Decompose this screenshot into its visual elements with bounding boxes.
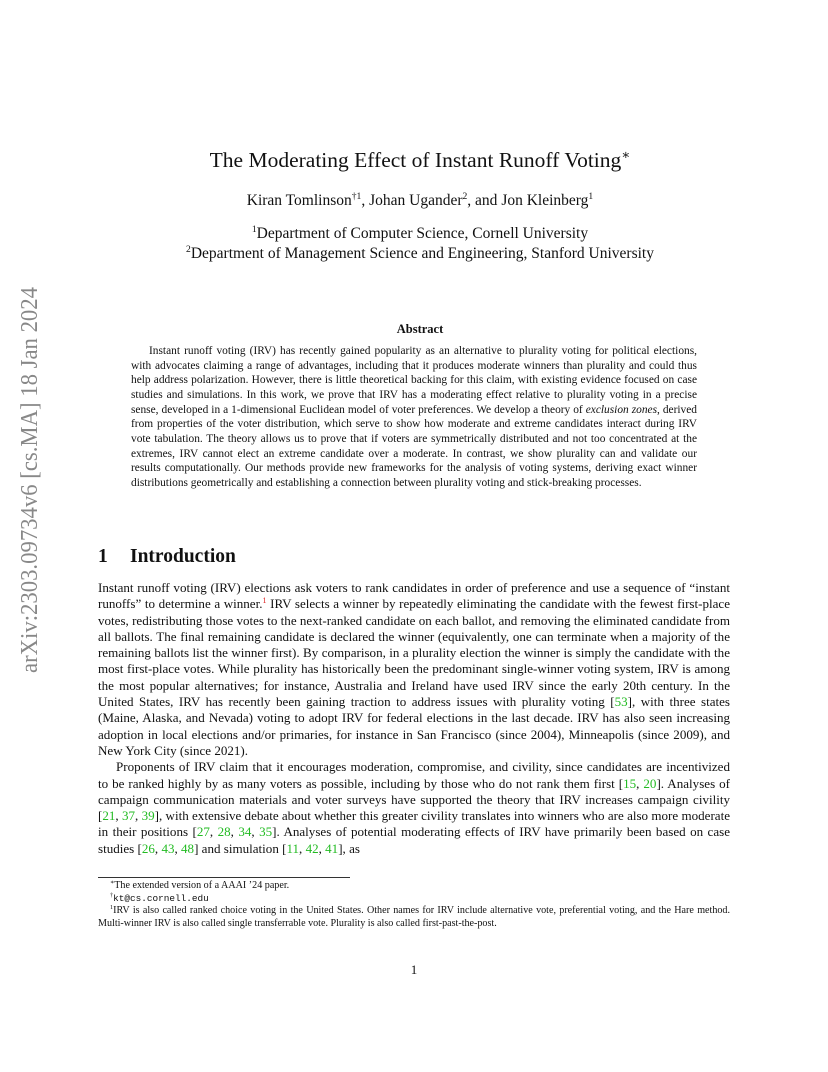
citation-link[interactable]: 15 bbox=[623, 775, 637, 791]
email-link[interactable]: kt@cs.cornell.edu bbox=[113, 892, 209, 904]
citation-link[interactable]: 53 bbox=[614, 694, 628, 710]
paragraph-text: ], with three states (Maine, Alaska, and Nevada) voting to adopt IRV for federal elections in the last decade. IRV has also seen increasing adoption in local elections and/or primaries, for instance in San Francisco (since 2004), Minneapolis (since 2009), and New York City (since 2021). bbox=[98, 694, 731, 758]
abstract-emphasis: exclusion zones bbox=[585, 403, 658, 416]
abstract-text: Instant runoff voting (IRV) has recently gained popularity as an alternative to plurality voting for political elections, with advocates claiming a range of advantages, including that it produces moderate winners than plurality and could thus help address polarization. However, there is little theoretical backing for this claim, with existing evidence focused on case studies and simulations. In this work, we prove that IRV has a moderating effect relative to plurality voting in a precise sense, developed in a 1-dimensional Euclidean model of voter preferences. We develop a theory of bbox=[131, 345, 697, 416]
affiliation-line bbox=[100, 224, 740, 244]
affiliations bbox=[100, 224, 740, 264]
author-list bbox=[120, 190, 720, 212]
author-name: Johan Ugander bbox=[369, 192, 463, 209]
citation-link[interactable]: 37 bbox=[121, 808, 136, 824]
citation-link[interactable]: 34 bbox=[238, 824, 252, 840]
citation-link[interactable]: 11 bbox=[286, 840, 300, 856]
abstract-body bbox=[131, 344, 697, 491]
body-paragraph bbox=[98, 580, 730, 759]
author-separator: , and bbox=[467, 192, 502, 209]
footnote-text: The extended version of a AAAI ’24 paper. bbox=[114, 880, 290, 891]
citation-link[interactable]: 21 bbox=[102, 808, 116, 824]
paragraph-text: ], as bbox=[338, 840, 360, 856]
section-heading bbox=[98, 545, 236, 569]
citation-link[interactable]: 41 bbox=[325, 840, 339, 856]
author-name: Kiran Tomlinson bbox=[246, 192, 352, 209]
citation-link[interactable]: 39 bbox=[141, 808, 155, 824]
author-affiliation-mark: †1 bbox=[351, 191, 362, 203]
footnote-text: IRV is also called ranked choice voting in the United States. Other names for IRV include alternative vote, preferential voting, and the Hare method. Multi-winner IRV is also called single transferrable vote. Plurality is also called first-past-the-post. bbox=[98, 905, 730, 929]
citation-link[interactable]: 42 bbox=[305, 840, 319, 856]
paragraph-text: Instant runoff voting (IRV) elections ask voters to rank candidates in order of preference and use a sequence of “instant runoffs” to determine a winner. bbox=[98, 580, 730, 612]
footnote-mark: † bbox=[110, 891, 114, 899]
footnote bbox=[98, 880, 730, 893]
affiliation-text: Department of Management Science and Engineering, Stanford University bbox=[190, 245, 654, 262]
abstract-heading: Abstract bbox=[396, 322, 444, 336]
paragraph-text: Proponents of IRV claim that it encourages moderation, compromise, and civility, since candidates are incentivized to be ranked highly by as many voters as possible, including by those who do not rank them first [ bbox=[98, 759, 730, 791]
footnote bbox=[98, 893, 730, 906]
affiliation-line bbox=[100, 244, 740, 264]
paragraph-text: ]. Analyses of campaign communication materials and voter surveys have supported the theory that IRV increases campaign civility [ bbox=[98, 775, 730, 824]
paper-title bbox=[120, 145, 720, 175]
paragraph-text: IRV selects a winner by repeatedly eliminating the candidate with the fewest first-place votes, redistributing those votes to the next-ranked candidate on each ballot, and removing the eliminated candidate from all ballots. The final remaining candidate is declared the winner (equivalently, one can terminate when a majority of the remaining ballots list the winner first). By comparison, in a plurality election the winner is simply the candidate with the most first-place votes. While plurality has historically been the predominant single-winner voting system, IRV is among the most popular alternatives; for instance, Australia and Ireland have used IRV since the early 20th century. In the United States, IRV has recently been gaining traction to address issues with plurality voting [ bbox=[98, 596, 730, 710]
affiliation-mark: 1 bbox=[251, 224, 257, 236]
citation-link[interactable]: 20 bbox=[643, 775, 657, 791]
paragraph-text: ]. Analyses of potential moderating effects of IRV have primarily been based on case studies [ bbox=[98, 824, 730, 856]
page-number: 1 bbox=[410, 962, 418, 977]
citation-link[interactable]: 35 bbox=[259, 824, 273, 840]
affiliation-mark: 2 bbox=[186, 244, 191, 256]
footnote-mark: 1 bbox=[110, 904, 114, 912]
citation-link[interactable]: 43 bbox=[161, 840, 175, 856]
citation-link[interactable]: 27 bbox=[196, 824, 210, 840]
affiliation-text: Department of Computer Science, Cornell University bbox=[256, 225, 589, 242]
section-title: Introduction bbox=[130, 546, 236, 567]
citation-link[interactable]: 26 bbox=[141, 840, 155, 856]
footnote-divider bbox=[98, 877, 350, 878]
paragraph-text: ], with extensive debate about whether this greater civility translates into winners who are also more moderate in their positions [ bbox=[98, 808, 731, 840]
footnote-mark: ∗ bbox=[110, 879, 115, 887]
author-name: Jon Kleinberg bbox=[501, 192, 589, 209]
footnote-link[interactable]: 1 bbox=[262, 596, 267, 606]
title-footnote-mark[interactable]: ∗ bbox=[621, 146, 631, 162]
citation-link[interactable]: 28 bbox=[217, 824, 231, 840]
footnotes bbox=[98, 880, 730, 930]
arxiv-stamp bbox=[6, 285, 48, 675]
body-text bbox=[98, 580, 730, 857]
arxiv-stamp-text: arXiv:2303.09734v6 [cs.MA] 18 Jan 2024 bbox=[17, 285, 43, 673]
author-affiliation-mark: 1 bbox=[588, 191, 594, 203]
citation-link[interactable]: 48 bbox=[181, 840, 195, 856]
author-separator: , bbox=[361, 192, 370, 209]
paragraph-text: ] and simulation [ bbox=[194, 840, 287, 856]
section-number: 1 bbox=[98, 546, 108, 567]
abstract-paragraph bbox=[131, 344, 697, 491]
title-text: The Moderating Effect of Instant Runoff Voting bbox=[209, 148, 622, 172]
abstract-text: , derived from properties of the voter distribution, which serve to show how moderate and extreme candidates interact during IRV vote tabulation. The theory allows us to prove that if voters are symmetrically distributed and not too concentrated at the extremes, IRV cannot elect an extreme candidate over a moderate. In contrast, we show plurality can and validate our results computationally. Our methods provide new frameworks for the analysis of voting systems, deriving exact winner distributions geometrically and establishing a connection between plurality voting and stick-breaking processes. bbox=[131, 403, 697, 489]
author-affiliation-mark: 2 bbox=[462, 191, 468, 203]
body-paragraph: Proponents of IRV claim that it encourages moderation, compromise, and civility, since candidates are incentivized to be ranked highly by as many voters as possible, including by those who do not rank them first [15, 20]. Analyses of campaign communication materials and voter surveys have supported the theory that IRV increases campaign civility [21, 37, 39], with extensive debate about whether this greater civility translates into winners who are also more moderate in their positions [27, 28, 34, 35]. Analyses of potential moderating effects of IRV have primarily been based on case studies [26, 43, 48] and simulation [11, 42, 41], as bbox=[98, 759, 731, 856]
footnote bbox=[98, 905, 730, 930]
